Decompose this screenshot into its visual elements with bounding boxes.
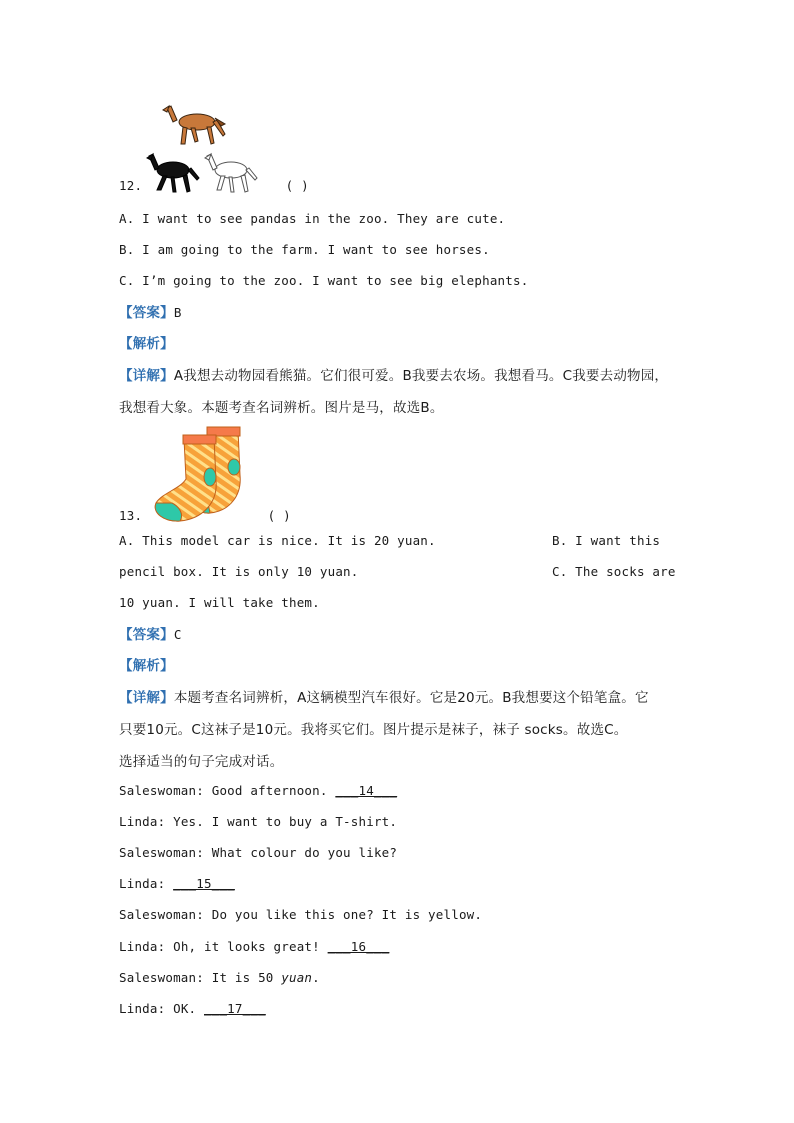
- dialogue-instruction: 选择适当的句子完成对话。: [119, 754, 284, 770]
- dialogue-text: OK.: [173, 1001, 204, 1016]
- dialogue-line: [119, 845, 397, 860]
- q13-analysis-tag: 【解析】: [119, 658, 174, 674]
- blank-16[interactable]: ___16___: [327, 939, 390, 954]
- q12-detail-line2: 我想看大象。本题考查名词辨析。图片是马，故选B。: [119, 400, 444, 416]
- dialogue-line: [119, 814, 397, 829]
- q13-option-c-cont: 10 yuan. I will take them.: [119, 595, 320, 610]
- q13-answer-value: C: [173, 627, 182, 642]
- speaker: Saleswoman:: [119, 845, 212, 860]
- q13-option-c-start: C. The socks are: [552, 564, 676, 579]
- q12-stem: [119, 178, 309, 193]
- dialogue-text: Do you like this one? It is yellow.: [211, 907, 483, 922]
- dialogue-line: [119, 939, 389, 954]
- speaker: Linda:: [119, 1001, 174, 1016]
- yuan-italic: yuan: [281, 970, 313, 985]
- speaker: Linda:: [119, 939, 174, 954]
- speaker: Saleswoman:: [119, 907, 212, 922]
- speaker: Linda:: [119, 814, 174, 829]
- q12-option-c: C. I’m going to the zoo. I want to see big elephants.: [119, 273, 529, 288]
- q12-number: 12.: [119, 178, 143, 193]
- speaker: Linda:: [119, 876, 174, 891]
- q13-answer-tag: 【答案】: [119, 627, 174, 643]
- q13-answer: [119, 623, 182, 643]
- brown-horse-icon: [163, 106, 225, 144]
- dialogue-text: Yes. I want to buy a T-shirt.: [173, 814, 398, 829]
- q13-number: 13.: [119, 508, 143, 523]
- q12-answer-paren: ( ): [285, 178, 309, 193]
- period: .: [312, 970, 320, 985]
- dialogue-text: What colour do you like?: [211, 845, 398, 860]
- dialogue-line: [119, 1001, 266, 1016]
- q12-detail-text1: A我想去动物园看熊猫。它们很可爱。B我要去农场。我想看马。C我要去动物园，: [173, 368, 669, 384]
- dialogue-line: [119, 783, 397, 798]
- q12-analysis: [119, 332, 174, 352]
- q12-analysis-tag: 【解析】: [119, 336, 174, 352]
- dialogue-text: Oh, it looks great!: [173, 939, 328, 954]
- q12-answer-tag: 【答案】: [119, 305, 174, 321]
- speaker: Saleswoman:: [119, 970, 212, 985]
- q13-stem: [119, 508, 291, 523]
- q13-option-b-cont: pencil box. It is only 10 yuan.: [119, 564, 359, 579]
- dialogue-line: [119, 907, 482, 922]
- dialogue-text: It is 50: [211, 970, 282, 985]
- q13-analysis: [119, 654, 174, 674]
- blank-14[interactable]: ___14___: [335, 783, 398, 798]
- dialogue-line: [119, 970, 320, 985]
- q13-detail-text1: 本题考查名词辨析，A这辆模型汽车很好。它是20元。B我想要这个铅笔盒。它: [173, 690, 649, 706]
- dialogue-text: Good afternoon.: [211, 783, 336, 798]
- dialogue-line: [119, 876, 235, 891]
- q13-detail-line1: [119, 686, 649, 706]
- q12-answer: [119, 301, 182, 321]
- q12-detail-line1: [119, 364, 668, 384]
- q13-option-b-start: B. I want this: [552, 533, 661, 548]
- q13-option-a: A. This model car is nice. It is 20 yuan.: [119, 533, 436, 548]
- blank-17[interactable]: ___17___: [204, 1001, 266, 1016]
- q12-option-b: B. I am going to the farm. I want to see horses.: [119, 242, 490, 257]
- q12-detail-tag: 【详解】: [119, 368, 174, 384]
- q12-option-a: A. I want to see pandas in the zoo. They are cute.: [119, 211, 506, 226]
- blank-15[interactable]: ___15___: [173, 876, 235, 891]
- q13-detail-tag: 【详解】: [119, 690, 174, 706]
- q13-answer-paren: ( ): [267, 508, 291, 523]
- speaker: Saleswoman:: [119, 783, 212, 798]
- q12-answer-value: B: [173, 305, 182, 320]
- q13-detail-line2: 只要10元。C这袜子是10元。我将买它们。图片提示是袜子，袜子 socks。故选C。: [119, 722, 628, 738]
